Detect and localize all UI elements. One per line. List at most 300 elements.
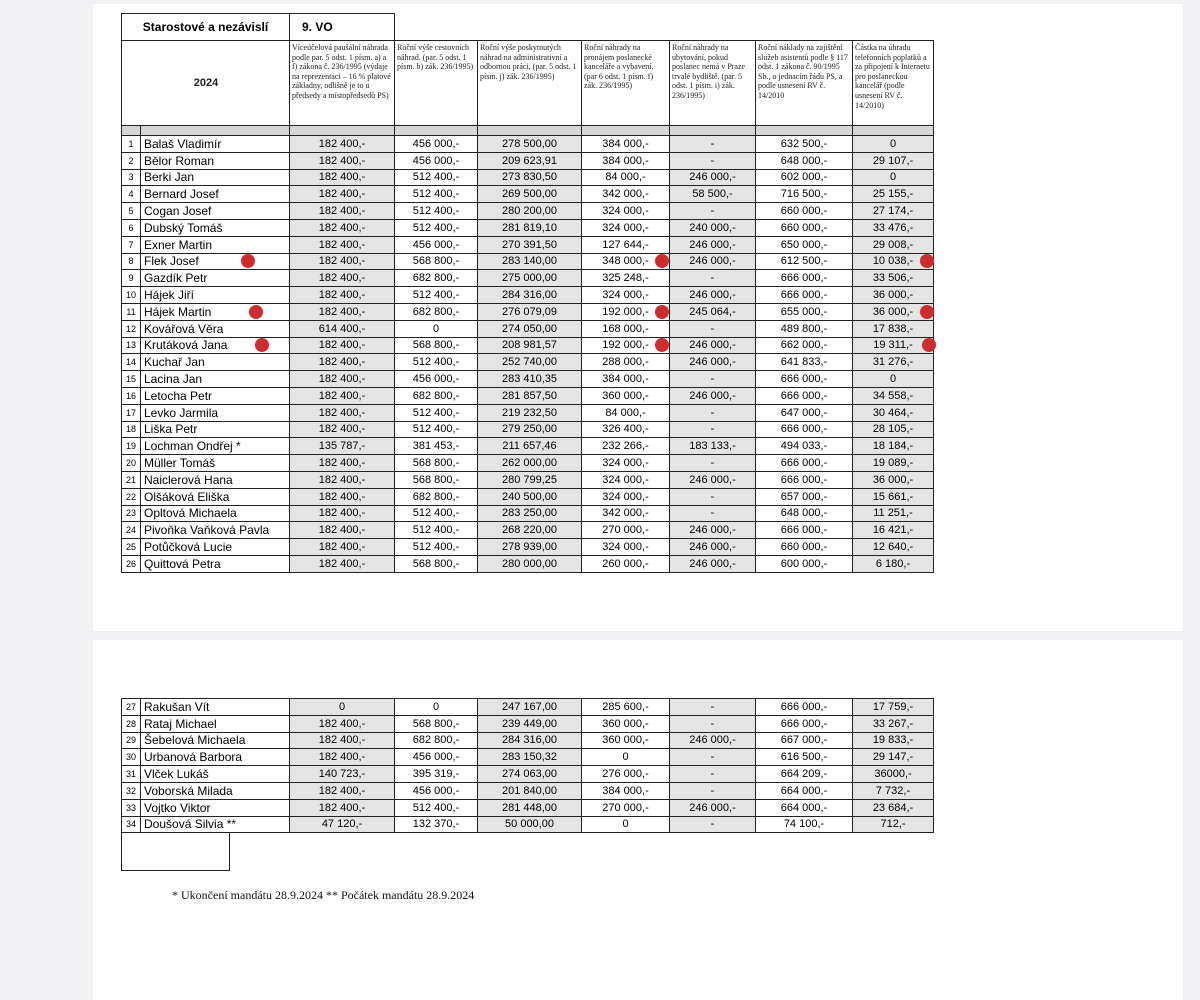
deputy-name: Berki Jan: [141, 169, 290, 186]
table-row: [122, 505, 934, 522]
table-row: [122, 732, 934, 749]
value-cell: 84 000,-: [582, 404, 670, 421]
value-cell: 270 391,50: [478, 236, 582, 253]
value-cell: 285 600,-: [582, 699, 670, 716]
row-number: 11: [122, 303, 141, 320]
electoral-district-cell: 9. VO: [290, 14, 395, 41]
value-cell: 512 400,-: [395, 421, 478, 438]
table-row: [122, 488, 934, 505]
value-cell: 246 000,-: [670, 337, 756, 354]
value-cell: 283 250,00: [478, 505, 582, 522]
deputy-name: Gazdík Petr: [141, 270, 290, 287]
red-marker-dot: [920, 305, 934, 319]
red-marker-dot: [255, 338, 269, 352]
value-cell: 660 000,-: [756, 219, 853, 236]
value-cell: 19 833,-: [853, 732, 934, 749]
value-cell: 182 400,-: [290, 270, 395, 287]
value-cell: 240 500,00: [478, 488, 582, 505]
value-cell: 682 800,-: [395, 732, 478, 749]
value-cell: 512 400,-: [395, 539, 478, 556]
value-cell: 182 400,-: [290, 371, 395, 388]
value-cell: 650 000,-: [756, 236, 853, 253]
value-cell: -: [670, 270, 756, 287]
value-cell: 360 000,-: [582, 715, 670, 732]
value-cell: 655 000,-: [756, 303, 853, 320]
value-cell: 246 000,-: [670, 799, 756, 816]
row-number: 1: [122, 136, 141, 153]
value-cell: -: [670, 136, 756, 153]
column-header-row: [122, 41, 934, 126]
value-cell: 182 400,-: [290, 387, 395, 404]
deputy-name: Krutáková Jana: [141, 337, 290, 354]
value-cell: 246 000,-: [670, 555, 756, 572]
red-marker-dot: [241, 254, 255, 268]
value-cell: 512 400,-: [395, 354, 478, 371]
deputy-name: Lacina Jan: [141, 371, 290, 388]
table-row: [122, 320, 934, 337]
deputy-name: Liška Petr: [141, 421, 290, 438]
value-cell: 30 464,-: [853, 404, 934, 421]
value-cell: 712,-: [853, 816, 934, 833]
value-cell: 664 000,-: [756, 799, 853, 816]
deputy-name: Naiclerová Hana: [141, 471, 290, 488]
value-cell: 716 500,-: [756, 186, 853, 203]
deputy-name: Müller Tomáš: [141, 455, 290, 472]
column-header: Roční náklady na zajištění služeb asistentů podle § 117 odst. 1 zákona č. 90/1995 Sb., o jednacím řádu PS, a podle usnesení RV č. 14/2010: [756, 41, 853, 126]
value-cell: 182 400,-: [290, 203, 395, 220]
value-cell: 246 000,-: [670, 387, 756, 404]
deputy-name: Hájek Jiří: [141, 287, 290, 304]
value-cell: 246 000,-: [670, 471, 756, 488]
value-cell: 512 400,-: [395, 186, 478, 203]
value-cell: 240 000,-: [670, 219, 756, 236]
value-cell: 682 800,-: [395, 270, 478, 287]
value-cell: 325 248,-: [582, 270, 670, 287]
value-cell: 27 174,-: [853, 203, 934, 220]
row-number: 24: [122, 522, 141, 539]
value-cell: 284 316,00: [478, 732, 582, 749]
red-marker-dot: [922, 338, 936, 352]
value-cell: 512 400,-: [395, 169, 478, 186]
deputy-name: Exner Martin: [141, 236, 290, 253]
red-marker-dot: [655, 254, 669, 268]
row-number: 15: [122, 371, 141, 388]
table-row: [122, 799, 934, 816]
deputy-name: Urbanová Barbora: [141, 749, 290, 766]
value-cell: 384 000,-: [582, 136, 670, 153]
footnote: * Ukončení mandátu 28.9.2024 ** Počátek mandátu 28.9.2024: [172, 888, 475, 902]
value-cell: 219 232,50: [478, 404, 582, 421]
value-cell: 29 008,-: [853, 236, 934, 253]
value-cell: 182 400,-: [290, 522, 395, 539]
value-cell: 283 150,32: [478, 749, 582, 766]
table-row: [122, 749, 934, 766]
value-cell: 512 400,-: [395, 522, 478, 539]
deputy-name: Opltová Michaela: [141, 505, 290, 522]
value-cell: 568 800,-: [395, 715, 478, 732]
value-cell: 324 000,-: [582, 539, 670, 556]
deputy-name: Lochman Ondřej *: [141, 438, 290, 455]
table-row: [122, 471, 934, 488]
row-number: 13: [122, 337, 141, 354]
value-cell: 667 000,-: [756, 732, 853, 749]
value-cell: 182 400,-: [290, 169, 395, 186]
value-cell: 33 506,-: [853, 270, 934, 287]
value-cell: 274 050,00: [478, 320, 582, 337]
value-cell: 182 400,-: [290, 404, 395, 421]
deputy-name: Vlček Lukáš: [141, 766, 290, 783]
value-cell: 348 000,-: [582, 253, 670, 270]
value-cell: 15 661,-: [853, 488, 934, 505]
value-cell: 274 063,00: [478, 766, 582, 783]
value-cell: 682 800,-: [395, 488, 478, 505]
table-row: [122, 236, 934, 253]
table-row: [122, 438, 934, 455]
value-cell: 0: [395, 320, 478, 337]
value-cell: 324 000,-: [582, 471, 670, 488]
expenses-table-page-1: [121, 13, 934, 573]
value-cell: 23 684,-: [853, 799, 934, 816]
row-number: 17: [122, 404, 141, 421]
red-marker-dot: [920, 254, 934, 268]
value-cell: 657 000,-: [756, 488, 853, 505]
value-cell: 31 276,-: [853, 354, 934, 371]
empty-extra-cell: [121, 832, 230, 871]
value-cell: -: [670, 505, 756, 522]
value-cell: 666 000,-: [756, 471, 853, 488]
value-cell: 11 251,-: [853, 505, 934, 522]
value-cell: 260 000,-: [582, 555, 670, 572]
row-number: 31: [122, 766, 141, 783]
value-cell: 568 800,-: [395, 253, 478, 270]
separator-row: [122, 126, 934, 136]
value-cell: 182 400,-: [290, 354, 395, 371]
value-cell: 664 209,-: [756, 766, 853, 783]
value-cell: 29 107,-: [853, 152, 934, 169]
value-cell: 384 000,-: [582, 782, 670, 799]
value-cell: 47 120,-: [290, 816, 395, 833]
deputy-name: Šebelová Michaela: [141, 732, 290, 749]
value-cell: 246 000,-: [670, 253, 756, 270]
value-cell: 666 000,-: [756, 270, 853, 287]
table-row: [122, 816, 934, 833]
value-cell: 512 400,-: [395, 219, 478, 236]
value-cell: 182 400,-: [290, 539, 395, 556]
value-cell: 666 000,-: [756, 421, 853, 438]
value-cell: 662 000,-: [756, 337, 853, 354]
value-cell: 211 657,46: [478, 438, 582, 455]
table-row: [122, 699, 934, 716]
row-number: 3: [122, 169, 141, 186]
row-number: 27: [122, 699, 141, 716]
value-cell: 33 267,-: [853, 715, 934, 732]
value-cell: 0: [395, 699, 478, 716]
value-cell: 602 000,-: [756, 169, 853, 186]
value-cell: 182 400,-: [290, 732, 395, 749]
value-cell: 666 000,-: [756, 522, 853, 539]
value-cell: 19 311,-: [853, 337, 934, 354]
value-cell: 568 800,-: [395, 555, 478, 572]
row-number: 19: [122, 438, 141, 455]
value-cell: 7 732,-: [853, 782, 934, 799]
value-cell: 342 000,-: [582, 505, 670, 522]
value-cell: 182 400,-: [290, 505, 395, 522]
value-cell: 245 064,-: [670, 303, 756, 320]
value-cell: 74 100,-: [756, 816, 853, 833]
row-number: 10: [122, 287, 141, 304]
value-cell: -: [670, 766, 756, 783]
value-cell: 192 000,-: [582, 337, 670, 354]
value-cell: 612 500,-: [756, 253, 853, 270]
value-cell: 182 400,-: [290, 136, 395, 153]
row-number: 5: [122, 203, 141, 220]
deputy-name: Kovářová Věra: [141, 320, 290, 337]
value-cell: 0: [853, 169, 934, 186]
value-cell: -: [670, 152, 756, 169]
deputy-name: Kuchař Jan: [141, 354, 290, 371]
value-cell: 135 787,-: [290, 438, 395, 455]
row-number: 16: [122, 387, 141, 404]
value-cell: 512 400,-: [395, 404, 478, 421]
party-name-cell: Starostové a nezávislí: [122, 14, 290, 41]
deputy-name: Levko Jarmila: [141, 404, 290, 421]
deputy-name: Letocha Petr: [141, 387, 290, 404]
value-cell: 16 421,-: [853, 522, 934, 539]
value-cell: 132 370,-: [395, 816, 478, 833]
value-cell: 280 000,00: [478, 555, 582, 572]
value-cell: 682 800,-: [395, 303, 478, 320]
value-cell: 182 400,-: [290, 782, 395, 799]
value-cell: 666 000,-: [756, 287, 853, 304]
value-cell: 182 400,-: [290, 337, 395, 354]
row-number: 28: [122, 715, 141, 732]
value-cell: 324 000,-: [582, 219, 670, 236]
value-cell: 489 800,-: [756, 320, 853, 337]
row-number: 2: [122, 152, 141, 169]
deputy-name: Cogan Josef: [141, 203, 290, 220]
red-marker-dot: [655, 338, 669, 352]
value-cell: 324 000,-: [582, 287, 670, 304]
value-cell: 288 000,-: [582, 354, 670, 371]
value-cell: -: [670, 203, 756, 220]
row-number: 9: [122, 270, 141, 287]
value-cell: 182 400,-: [290, 471, 395, 488]
value-cell: 283 140,00: [478, 253, 582, 270]
value-cell: 384 000,-: [582, 152, 670, 169]
expenses-table-page-2: [121, 698, 934, 833]
deputy-name: Dubský Tomáš: [141, 219, 290, 236]
row-number: 14: [122, 354, 141, 371]
value-cell: -: [670, 715, 756, 732]
value-cell: 182 400,-: [290, 253, 395, 270]
value-cell: 12 640,-: [853, 539, 934, 556]
value-cell: 182 400,-: [290, 236, 395, 253]
table-row: [122, 766, 934, 783]
deputy-name: Voborská Milada: [141, 782, 290, 799]
value-cell: 182 400,-: [290, 421, 395, 438]
value-cell: 246 000,-: [670, 169, 756, 186]
table-row: [122, 455, 934, 472]
value-cell: 127 644,-: [582, 236, 670, 253]
value-cell: 512 400,-: [395, 203, 478, 220]
value-cell: 568 800,-: [395, 455, 478, 472]
row-number: 26: [122, 555, 141, 572]
value-cell: -: [670, 455, 756, 472]
value-cell: 29 147,-: [853, 749, 934, 766]
value-cell: -: [670, 488, 756, 505]
value-cell: 281 448,00: [478, 799, 582, 816]
red-marker-dot: [655, 305, 669, 319]
value-cell: 648 000,-: [756, 152, 853, 169]
deputy-name: Pivoňka Vaňková Pavla: [141, 522, 290, 539]
table-row: [122, 186, 934, 203]
row-number: 29: [122, 732, 141, 749]
value-cell: 281 819,10: [478, 219, 582, 236]
value-cell: 201 840,00: [478, 782, 582, 799]
value-cell: 209 623,91: [478, 152, 582, 169]
value-cell: 276 000,-: [582, 766, 670, 783]
value-cell: 279 250,00: [478, 421, 582, 438]
deputy-name: Vojtko Viktor: [141, 799, 290, 816]
value-cell: 324 000,-: [582, 488, 670, 505]
value-cell: 666 000,-: [756, 715, 853, 732]
value-cell: 182 400,-: [290, 555, 395, 572]
value-cell: 666 000,-: [756, 699, 853, 716]
value-cell: 270 000,-: [582, 799, 670, 816]
value-cell: 660 000,-: [756, 203, 853, 220]
row-number: 32: [122, 782, 141, 799]
value-cell: 456 000,-: [395, 782, 478, 799]
table-row: [122, 303, 934, 320]
value-cell: 6 180,-: [853, 555, 934, 572]
row-number: 7: [122, 236, 141, 253]
value-cell: 273 830,50: [478, 169, 582, 186]
value-cell: 262 000,00: [478, 455, 582, 472]
table-row: [122, 270, 934, 287]
row-number: 33: [122, 799, 141, 816]
value-cell: 268 220,00: [478, 522, 582, 539]
table-row: [122, 354, 934, 371]
table-row: [122, 522, 934, 539]
value-cell: 208 981,57: [478, 337, 582, 354]
row-number: 21: [122, 471, 141, 488]
row-number: 18: [122, 421, 141, 438]
value-cell: 284 316,00: [478, 287, 582, 304]
table-row: [122, 152, 934, 169]
value-cell: 246 000,-: [670, 287, 756, 304]
value-cell: 246 000,-: [670, 539, 756, 556]
value-cell: 276 079,09: [478, 303, 582, 320]
value-cell: 360 000,-: [582, 732, 670, 749]
value-cell: -: [670, 421, 756, 438]
deputy-name: Rakušan Vít: [141, 699, 290, 716]
value-cell: 456 000,-: [395, 152, 478, 169]
value-cell: 25 155,-: [853, 186, 934, 203]
row-number: 12: [122, 320, 141, 337]
value-cell: 36000,-: [853, 766, 934, 783]
value-cell: 182 400,-: [290, 152, 395, 169]
value-cell: 281 857,50: [478, 387, 582, 404]
value-cell: -: [670, 782, 756, 799]
deputy-name: Flek Josef: [141, 253, 290, 270]
value-cell: 0: [582, 749, 670, 766]
value-cell: 36 000,-: [853, 303, 934, 320]
value-cell: 342 000,-: [582, 186, 670, 203]
value-cell: 278 500,00: [478, 136, 582, 153]
value-cell: 682 800,-: [395, 387, 478, 404]
value-cell: 278 939,00: [478, 539, 582, 556]
row-number: 20: [122, 455, 141, 472]
value-cell: 33 476,-: [853, 219, 934, 236]
value-cell: 666 000,-: [756, 371, 853, 388]
table-row: [122, 555, 934, 572]
value-cell: 512 400,-: [395, 799, 478, 816]
value-cell: 18 184,-: [853, 438, 934, 455]
table-row: [122, 421, 934, 438]
value-cell: 324 000,-: [582, 455, 670, 472]
deputy-name: Potůčková Lucie: [141, 539, 290, 556]
value-cell: 269 500,00: [478, 186, 582, 203]
column-header: Roční náhrady na pronájem poslanecké kanceláře a vybavení. (par 6 odst. 1 písm. f) zák. 236/1995): [582, 41, 670, 126]
value-cell: 616 500,-: [756, 749, 853, 766]
table-row: [122, 539, 934, 556]
deputy-name: Rataj Michael: [141, 715, 290, 732]
value-cell: 494 033,-: [756, 438, 853, 455]
value-cell: 456 000,-: [395, 136, 478, 153]
value-cell: 168 000,-: [582, 320, 670, 337]
year-header: 2024: [122, 41, 290, 126]
table-row: [122, 287, 934, 304]
table-row: [122, 203, 934, 220]
value-cell: 246 000,-: [670, 236, 756, 253]
value-cell: 182 400,-: [290, 219, 395, 236]
value-cell: 84 000,-: [582, 169, 670, 186]
value-cell: 239 449,00: [478, 715, 582, 732]
value-cell: 456 000,-: [395, 749, 478, 766]
value-cell: 512 400,-: [395, 287, 478, 304]
value-cell: -: [670, 749, 756, 766]
value-cell: 50 000,00: [478, 816, 582, 833]
value-cell: 647 000,-: [756, 404, 853, 421]
row-number: 22: [122, 488, 141, 505]
value-cell: 252 740,00: [478, 354, 582, 371]
column-header: Roční výše cestovních náhrad. (par. 5 odst. 1 písm. b) zák. 236/1995): [395, 41, 478, 126]
value-cell: 660 000,-: [756, 539, 853, 556]
value-cell: 246 000,-: [670, 354, 756, 371]
value-cell: 182 400,-: [290, 715, 395, 732]
row-number: 30: [122, 749, 141, 766]
table-row: [122, 219, 934, 236]
value-cell: 232 266,-: [582, 438, 670, 455]
value-cell: 17 759,-: [853, 699, 934, 716]
value-cell: 456 000,-: [395, 236, 478, 253]
value-cell: 28 105,-: [853, 421, 934, 438]
value-cell: 183 133,-: [670, 438, 756, 455]
value-cell: 36 000,-: [853, 287, 934, 304]
value-cell: 182 400,-: [290, 303, 395, 320]
value-cell: 280 200,00: [478, 203, 582, 220]
value-cell: 34 558,-: [853, 387, 934, 404]
value-cell: -: [670, 816, 756, 833]
value-cell: 381 453,-: [395, 438, 478, 455]
red-marker-dot: [249, 305, 263, 319]
table-row: [122, 136, 934, 153]
column-header: Roční náhrady na ubytování, pokud poslanec nemá v Praze trvalé bydliště. (par. 5 odst. 1 písm. i) zák. 236/1995): [670, 41, 756, 126]
deputy-name: Olšáková Eliška: [141, 488, 290, 505]
value-cell: 324 000,-: [582, 203, 670, 220]
deputy-name: Doušová Silvia **: [141, 816, 290, 833]
value-cell: 182 400,-: [290, 488, 395, 505]
